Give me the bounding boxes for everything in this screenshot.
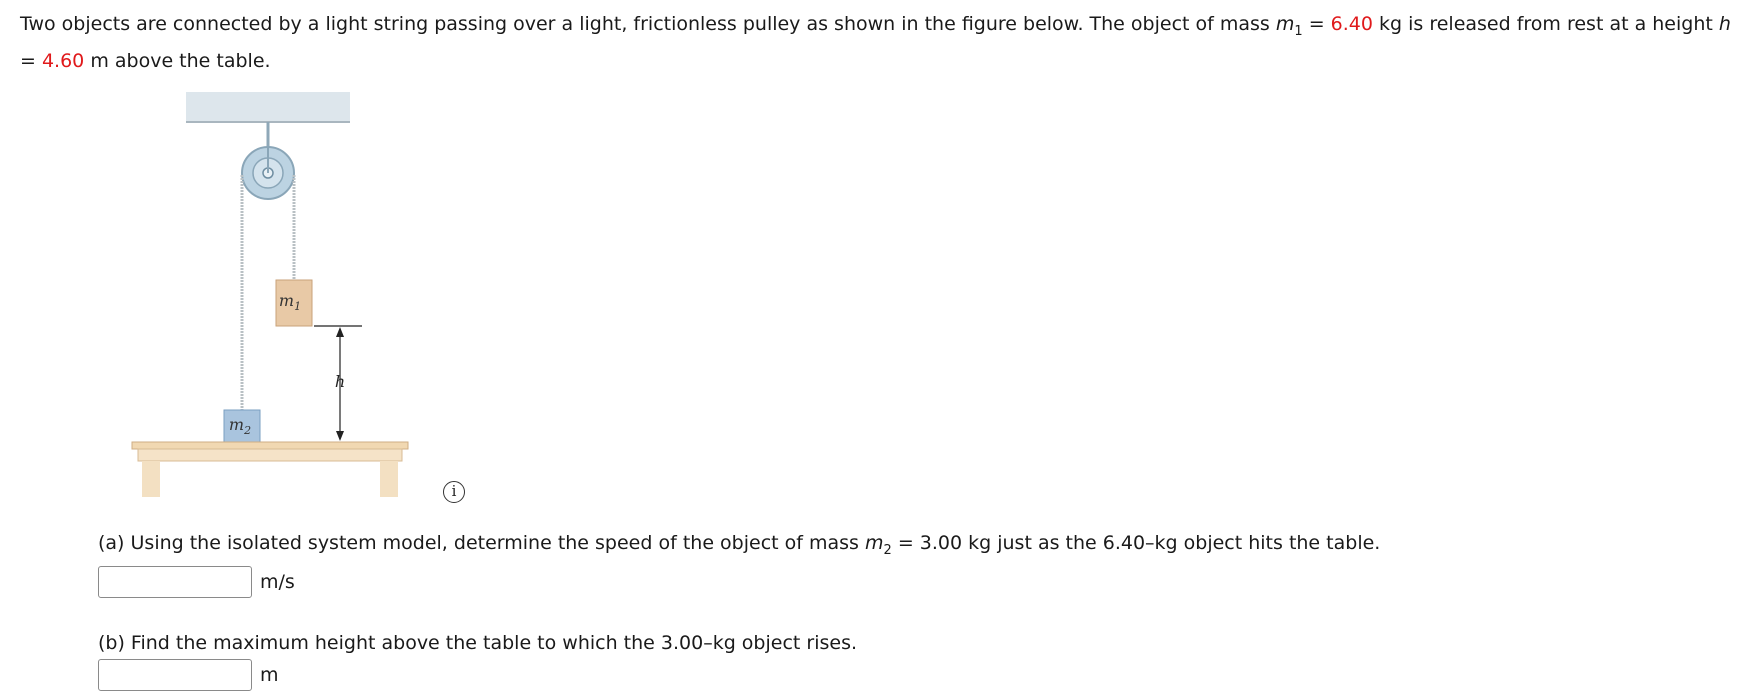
pulley-figure xyxy=(130,90,460,510)
h-label: h xyxy=(334,372,346,391)
h-value: 4.60 xyxy=(41,50,85,72)
h-arrow-up xyxy=(336,327,344,337)
table-apron xyxy=(138,449,402,461)
table-leg-left xyxy=(142,461,160,497)
m2-symbol: m xyxy=(864,532,884,554)
intro-start: Two objects are connected by a light string passing over a light, frictionless pulley as shown in the figure below. The object of mass xyxy=(20,13,1276,35)
intro-mid: kg is released from rest at a height xyxy=(1372,13,1719,35)
part-a-answer-row xyxy=(98,566,295,598)
equals-sign: = xyxy=(891,532,920,554)
label-m1-letter: m xyxy=(278,291,295,310)
equals-sign: = xyxy=(1302,13,1331,35)
table-top xyxy=(132,442,408,449)
m1-subscript: 1 xyxy=(1294,24,1303,39)
m1-value: 6.40 xyxy=(1330,13,1373,35)
ceiling xyxy=(186,92,350,122)
part-a-unit: m/s xyxy=(260,571,295,593)
h-arrow-down xyxy=(336,431,344,441)
problem-statement xyxy=(20,6,1740,80)
part-a-question xyxy=(98,530,1380,556)
info-icon[interactable]: i xyxy=(443,481,465,503)
h-symbol: h xyxy=(1718,13,1731,35)
part-a-text-start: (a) Using the isolated system model, determine the speed of the object of mass xyxy=(98,532,865,554)
equals-sign: = xyxy=(20,50,42,72)
part-a-text-end: 3.00 kg just as the 6.40–kg object hits the table. xyxy=(919,532,1381,554)
m1-symbol: m xyxy=(1275,13,1295,35)
label-m2-letter: m xyxy=(228,415,245,434)
part-b-answer-input[interactable] xyxy=(98,659,252,691)
part-b-unit: m xyxy=(260,664,279,686)
table-leg-right xyxy=(380,461,398,497)
part-b-question: (b) Find the maximum height above the table to which the 3.00–kg object rises. xyxy=(98,632,858,654)
m2-subscript: 2 xyxy=(883,543,892,558)
intro-end: m above the table. xyxy=(84,50,271,72)
label-m1-sub: 1 xyxy=(294,300,302,313)
part-a-answer-input[interactable] xyxy=(98,566,252,598)
part-b-answer-row xyxy=(98,659,279,691)
label-m2-sub: 2 xyxy=(244,424,252,437)
